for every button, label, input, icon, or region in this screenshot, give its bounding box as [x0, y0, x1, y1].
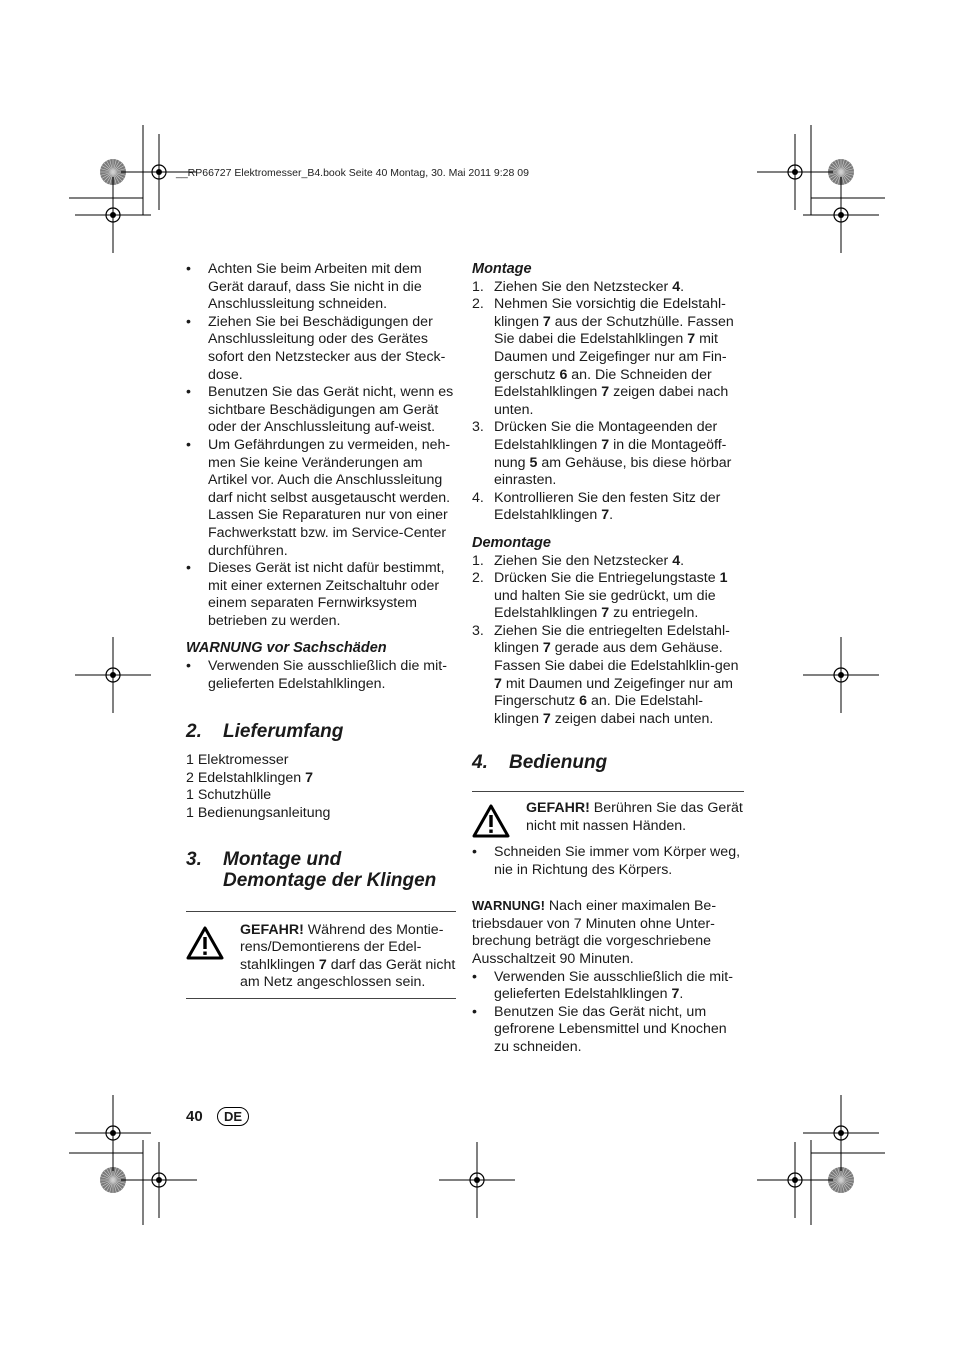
part-ref: 7 — [542, 710, 551, 727]
text-part: an. Die Edelstahl-klingen — [494, 693, 703, 727]
section-4-heading — [472, 752, 744, 773]
file-header: __RP66727 Elektromesser_B4.book Seite 40 Montag, 30. Mai 2011 9:28 09 — [176, 167, 529, 179]
danger-box — [186, 911, 456, 999]
list-item: • Verwenden Sie ausschließlich die mit-gelieferten Edelstahlklingen. — [186, 658, 456, 693]
text-part: . — [680, 278, 685, 295]
part-ref: 7 — [542, 313, 551, 330]
step-item — [472, 279, 744, 297]
section-number: 3. — [186, 848, 202, 870]
list-item — [472, 1004, 744, 1057]
warning-text: Nach einer maximalen Be-triebsdauer von 7 Minuten ohne Unter-brechung beträgt die vorgeschriebene Ausschaltzeit 90 Minuten. — [472, 898, 717, 967]
text-part: Verwenden Sie ausschließlich die mit-gelieferten Edelstahlklingen — [494, 968, 733, 1003]
text-part: mit Daumen und Zeigefinger nur am Fin-gerschutz — [494, 331, 727, 383]
text-part: zu entriegeln. — [609, 605, 699, 622]
text-part: Drücken Sie die Entriegelungstaste — [494, 570, 720, 587]
part-ref: 6 — [559, 366, 568, 383]
danger-box — [472, 791, 744, 844]
registration-crosshair-icon — [803, 177, 879, 253]
step-item — [472, 419, 744, 489]
part-ref: 7 — [601, 507, 610, 524]
part-ref: 7 — [687, 331, 696, 348]
safety-bullet-list — [186, 261, 456, 630]
part-ref: 7 — [305, 769, 313, 786]
part-ref: 7 — [601, 605, 610, 622]
step-item — [472, 296, 744, 419]
step-number: 1. — [472, 278, 484, 295]
part-ref: 7 — [601, 436, 610, 453]
text-part: Nehmen Sie vorsichtig die Edelstahl-klingen — [494, 296, 726, 330]
text-part: Kontrollieren Sie den festen Sitz der Edelstahlklingen — [494, 489, 721, 524]
text-part: . — [609, 507, 614, 524]
left-column — [186, 261, 456, 999]
warning-triangle-icon — [472, 800, 526, 844]
step-number: 4. — [472, 489, 484, 506]
section-title: Bedienung — [509, 752, 608, 774]
section-3-heading — [186, 849, 456, 891]
danger-text-part: Während des Montie-rens/Demontierens der Edel-stahlklingen — [240, 921, 444, 973]
property-warning-list — [186, 658, 456, 693]
demontage-steps — [472, 553, 744, 729]
montage-steps — [472, 279, 744, 525]
page-number: 40 — [186, 1108, 203, 1125]
list-item: • Ziehen Sie bei Beschädigungen der Anschlussleitung oder des Gerätes sofort den Netzstecker aus der Steck-dose. — [186, 314, 456, 384]
part-ref: 4 — [672, 278, 681, 295]
part-ref: 7 — [671, 986, 680, 1003]
list-item — [186, 805, 456, 823]
registration-crosshair-icon — [757, 134, 833, 210]
final-bullet-list — [472, 969, 744, 1057]
section-2-heading — [186, 721, 456, 742]
step-number: 3. — [472, 622, 484, 639]
list-item — [186, 752, 456, 770]
scope-of-delivery-list — [186, 752, 456, 822]
text-part: in die Montageöff-nung — [494, 436, 727, 471]
list-item: • Schneiden Sie immer vom Körper weg, nie in Richtung des Körpers. — [472, 844, 744, 879]
demontage-title: Demontage — [472, 534, 551, 551]
part-ref: 7 — [318, 956, 327, 973]
item-text: 1 Elektromesser — [186, 752, 289, 769]
part-ref: 5 — [529, 454, 538, 471]
section-title — [223, 849, 436, 891]
registration-crosshair-icon — [803, 1095, 879, 1171]
part-ref: 4 — [672, 552, 681, 569]
danger-label: GEFAHR! — [240, 921, 304, 938]
registration-crosshair-icon — [439, 1142, 515, 1218]
montage-title: Montage — [472, 261, 532, 277]
text-part: . — [680, 552, 685, 569]
text-part: Ziehen Sie die entriegelten Edelstahl-klingen — [494, 622, 730, 657]
step-number: 3. — [472, 419, 484, 436]
list-item: • Dieses Gerät ist nicht dafür bestimmt, mit einer externen Zeitschaltuhr oder einem separaten Fernwirksystem betrieben zu werden. — [186, 560, 456, 630]
warning-label: WARNUNG! — [472, 898, 545, 914]
section-title: Lieferumfang — [223, 721, 344, 743]
section-title-line2: Demontage der Klingen — [223, 869, 437, 891]
warning-triangle-icon — [186, 922, 240, 992]
danger-text — [526, 800, 744, 844]
step-number: 2. — [472, 296, 484, 313]
list-item — [186, 770, 456, 788]
language-badge: DE — [217, 1107, 249, 1126]
part-ref: 6 — [579, 693, 588, 710]
item-text: 1 Bedienungsanleitung — [186, 805, 331, 822]
text-part: zeigen dabei nach unten. — [550, 710, 714, 727]
text-part: mit Daumen und Zeigefinger nur am Fingerschutz — [494, 675, 733, 710]
part-ref: 7 — [542, 640, 551, 657]
danger-label: GEFAHR! — [526, 800, 590, 817]
danger-text-part: Berühren Sie das Gerät nicht mit nassen Händen. — [526, 800, 743, 835]
danger-bullet-list — [472, 844, 744, 879]
section-number: 4. — [472, 752, 488, 774]
registration-crosshair-icon — [75, 637, 151, 713]
step-number: 1. — [472, 552, 484, 569]
item-text: 1 Schutzhülle — [186, 787, 272, 804]
danger-text-part: darf das Gerät nicht am Netz angeschlossen sein. — [240, 956, 456, 991]
step-number: 2. — [472, 570, 484, 587]
text-part: am Gehäuse, bis diese hörbar einrasten. — [494, 454, 732, 489]
text-part: gerade aus dem Gehäuse. Fassen Sie dabei die Edelstahlklin-gen — [494, 640, 739, 675]
text-part: aus der Schutzhülle. Fassen Sie dabei die Edelstahlklingen — [494, 313, 734, 348]
step-item — [472, 553, 744, 571]
registration-crosshair-icon — [75, 177, 151, 253]
text-part: an. Die Schneiden der Edelstahlklingen — [494, 366, 712, 401]
danger-text — [240, 922, 456, 992]
item-text: 2 Edelstahlklingen — [186, 769, 306, 786]
registration-crosshair-icon — [75, 1095, 151, 1171]
registration-crosshair-icon — [803, 637, 879, 713]
text-part: Drücken Sie die Montageenden der Edelstahlklingen — [494, 419, 718, 453]
list-item: • Um Gefährdungen zu vermeiden, neh-men Sie keine Veränderungen am Artikel vor. Auch die Anschlussleitung darf nicht selbst ausgetauscht werden. Lassen Sie Reparaturen nur von einer Fachwerkstatt bzw. im Service-Center durchführen. — [186, 437, 456, 560]
text-part: Ziehen Sie den Netzstecker — [494, 278, 673, 295]
text-part: . — [679, 986, 684, 1003]
section-title-line1: Montage und — [223, 848, 342, 870]
text-part: und halten Sie sie gedrückt, um die Edelstahlklingen — [494, 587, 716, 622]
list-item — [186, 787, 456, 805]
step-item — [472, 623, 744, 729]
part-ref: 1 — [719, 570, 728, 587]
property-warning-title: WARNUNG vor Sachschäden — [186, 640, 387, 657]
text-part: Benutzen Sie das Gerät nicht, um gefrorene Lebensmittel und Knochen zu schneiden. — [494, 1003, 727, 1055]
list-item: • Benutzen Sie das Gerät nicht, wenn es sichtbare Beschädigungen am Gerät oder der Anschlussleitung auf-weist. — [186, 384, 456, 437]
warning-paragraph — [472, 897, 744, 968]
list-item — [472, 969, 744, 1004]
section-number: 2. — [186, 721, 202, 743]
right-column — [472, 261, 744, 1057]
text-part: zeigen dabei nach unten. — [494, 384, 729, 418]
text-part: Ziehen Sie den Netzstecker — [494, 552, 673, 569]
list-item: • Achten Sie beim Arbeiten mit dem Gerät darauf, dass Sie nicht in die Anschlussleitung schneiden. — [186, 261, 456, 314]
part-ref: 7 — [494, 675, 502, 692]
step-item — [472, 570, 744, 623]
step-item — [472, 490, 744, 525]
part-ref: 7 — [601, 384, 610, 401]
